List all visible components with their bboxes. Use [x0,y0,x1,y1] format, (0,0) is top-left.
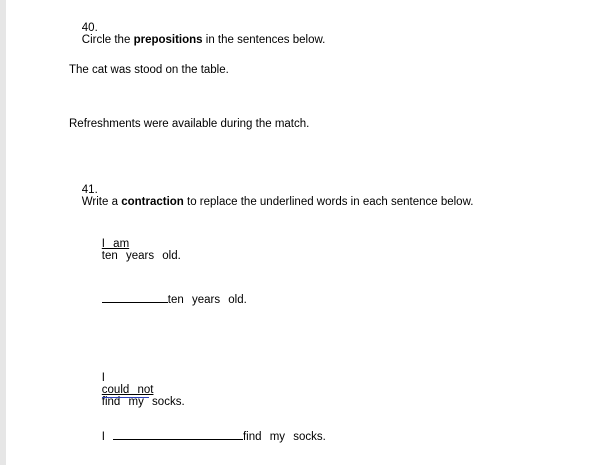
question-41-answer-2 [69,417,326,455]
answer-blank-1[interactable] [102,292,168,303]
question-40-text-after: in the sentences below. [202,34,326,46]
answer-blank-2[interactable] [113,429,243,440]
question-40-keyword: prepositions [133,34,203,46]
question-41-prompt [69,172,473,220]
question-41-answer-1 [69,280,247,318]
answer-2-rest: find my socks. [242,431,326,443]
question-40-sentence-1: The cat was stood on the table. [69,64,229,76]
underlined-words-2: could not [101,384,154,396]
question-40-sentence-2: Refreshments were available during the match. [69,118,310,130]
question-41-example-2 [69,360,185,420]
underlined-words-1: I am [101,238,130,250]
question-41-keyword: contraction [121,196,184,208]
answer-2-start: I [101,431,105,443]
answer-1-rest: ten years old. [167,294,247,306]
question-40-prompt [69,10,325,58]
question-41-example-1 [69,226,181,274]
question-40-number: 40. [81,22,98,34]
example-2-rest: find my socks. [101,396,185,408]
question-41-text-before: Write a [81,196,122,208]
example-1-rest: ten years old. [101,250,181,262]
document-page [6,0,602,465]
question-40-text-before: Circle the [81,34,134,46]
example-2-start: I [101,372,105,384]
question-41-number: 41. [81,184,98,196]
question-41-text-after: to replace the underlined words in each sentence below. [183,196,474,208]
